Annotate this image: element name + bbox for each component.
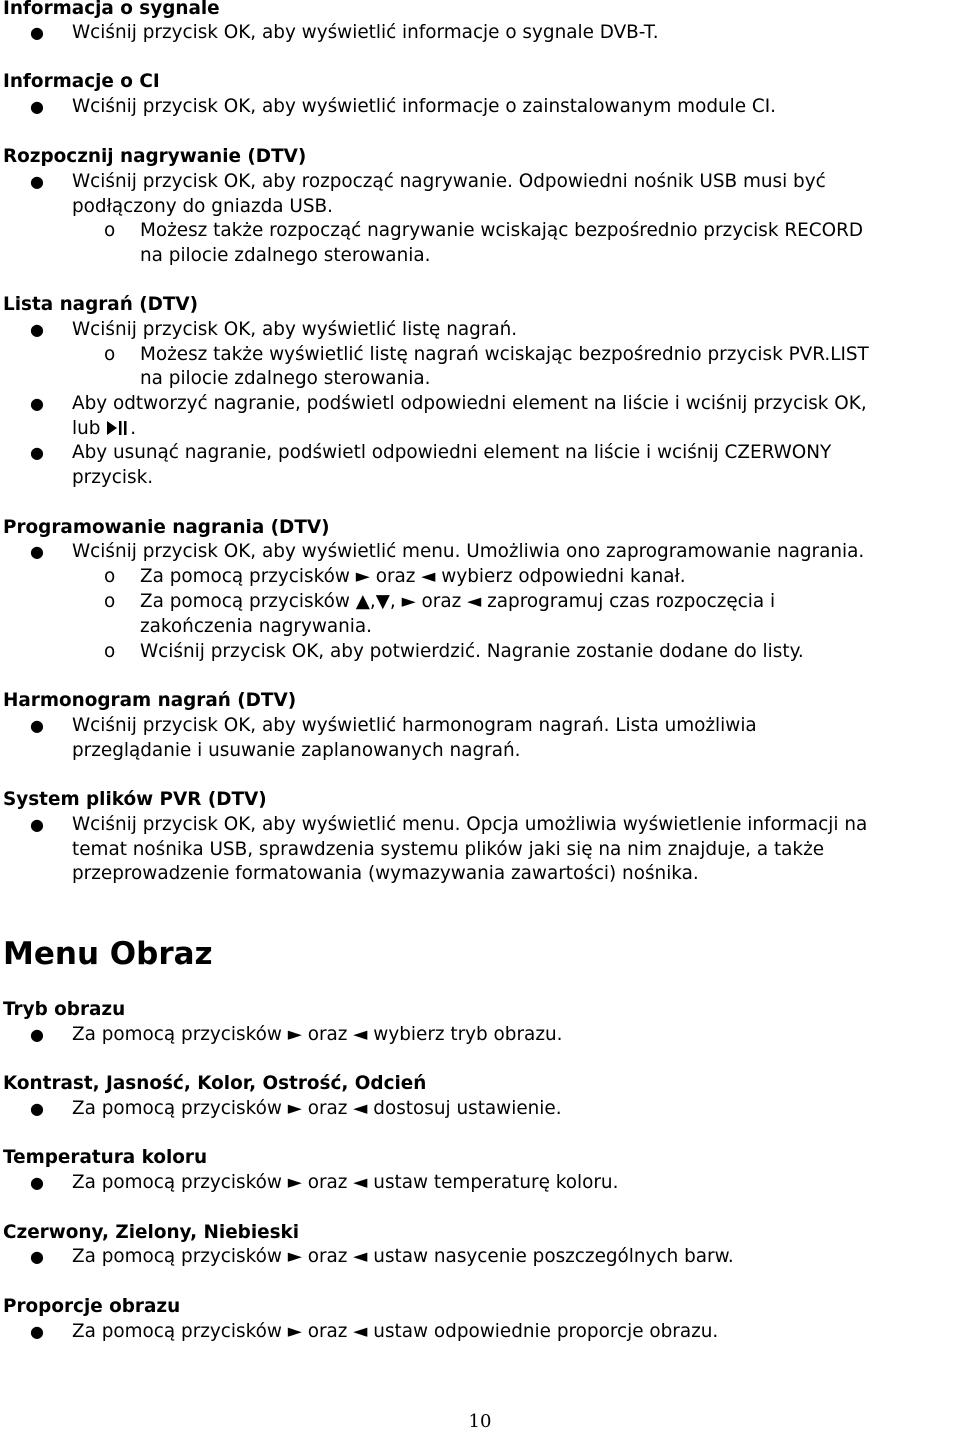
section-heading: Temperatura koloru [3, 1147, 208, 1168]
play-pause-icon [106, 419, 130, 444]
list-item: Wciśnij przycisk OK, aby wyświetlić menu. Umożliwia ono zaprogramowanie nagrania. [72, 541, 865, 562]
list-item: Wciśnij przycisk OK, aby wyświetlić informacje o sygnale DVB-T. [72, 22, 659, 43]
bullet-icon: ● [30, 23, 44, 42]
list-item: Za pomocą przycisków ► oraz ◄ ustaw odpowiednie proporcje obrazu. [72, 1321, 719, 1342]
circle-bullet-icon: o [104, 344, 116, 365]
sub-list-item: Za pomocą przycisków ▲,▼, ► oraz ◄ zaprogramuj czas rozpoczęcia i [140, 591, 776, 612]
list-item-continuation: podłączony do gniazda USB. [72, 196, 334, 217]
sub-list-item: Możesz także wyświetlić listę nagrań wciskając bezpośrednio przycisk PVR.LIST [140, 344, 869, 365]
list-item: Wciśnij przycisk OK, aby wyświetlić informacje o zainstalowanym module CI. [72, 96, 777, 117]
sub-list-item: Możesz także rozpocząć nagrywanie wciskając bezpośrednio przycisk RECORD [140, 220, 864, 241]
circle-bullet-icon: o [104, 591, 116, 612]
list-item: Wciśnij przycisk OK, aby rozpocząć nagrywanie. Odpowiedni nośnik USB musi być [72, 171, 826, 192]
bullet-icon: ● [30, 394, 44, 413]
section-heading: Rozpocznij nagrywanie (DTV) [3, 146, 307, 167]
section-heading: Harmonogram nagrań (DTV) [3, 690, 297, 711]
sub-list-item: Wciśnij przycisk OK, aby potwierdzić. Nagranie zostanie dodane do listy. [140, 641, 804, 662]
list-item: Aby odtworzyć nagranie, podświetl odpowiedni element na liście i wciśnij przycisk OK, [72, 393, 867, 414]
list-item: Aby usunąć nagranie, podświetl odpowiedni element na liście i wciśnij CZERWONY [72, 442, 832, 463]
circle-bullet-icon: o [104, 566, 116, 587]
bullet-icon: ● [30, 542, 44, 561]
section-heading: Kontrast, Jasność, Kolor, Ostrość, Odcień [3, 1073, 427, 1094]
bullet-icon: ● [30, 716, 44, 735]
bullet-icon: ● [30, 443, 44, 462]
section-heading: Informacje o CI [3, 71, 160, 92]
bullet-icon: ● [30, 320, 44, 339]
sub-list-item-continuation: na pilocie zdalnego sterowania. [140, 368, 431, 389]
bullet-icon: ● [30, 1322, 44, 1341]
list-item-continuation: przycisk. [72, 467, 154, 488]
list-item-continuation [72, 417, 136, 444]
list-item: Wciśnij przycisk OK, aby wyświetlić menu. Opcja umożliwia wyświetlenie informacji na [72, 814, 868, 835]
list-item: Wciśnij przycisk OK, aby wyświetlić listę nagrań. [72, 319, 518, 340]
sub-list-item-continuation: zakończenia nagrywania. [140, 616, 373, 637]
section-heading: Informacja o sygnale [3, 0, 220, 19]
circle-bullet-icon: o [104, 220, 116, 241]
list-item-text: lub [72, 418, 107, 439]
bullet-icon: ● [30, 1099, 44, 1118]
list-item: Za pomocą przycisków ► oraz ◄ wybierz tryb obrazu. [72, 1024, 563, 1045]
list-item: Wciśnij przycisk OK, aby wyświetlić harmonogram nagrań. Lista umożliwia [72, 715, 757, 736]
bullet-icon: ● [30, 1025, 44, 1044]
section-heading: Czerwony, Zielony, Niebieski [3, 1222, 300, 1243]
bullet-icon: ● [30, 1247, 44, 1266]
bullet-icon: ● [30, 1173, 44, 1192]
page-number: 10 [468, 1411, 492, 1432]
sub-list-item-continuation: na pilocie zdalnego sterowania. [140, 245, 431, 266]
section-heading: Lista nagrań (DTV) [3, 294, 199, 315]
list-item-text: . [130, 418, 137, 439]
section-heading: Tryb obrazu [3, 999, 126, 1020]
bullet-icon: ● [30, 97, 44, 116]
bullet-icon: ● [30, 172, 44, 191]
list-item-continuation: przeglądanie i usuwanie zaplanowanych nagrań. [72, 740, 521, 761]
section-heading: Programowanie nagrania (DTV) [3, 517, 330, 538]
circle-bullet-icon: o [104, 641, 116, 662]
list-item: Za pomocą przycisków ► oraz ◄ ustaw temperaturę koloru. [72, 1172, 619, 1193]
section-heading: System plików PVR (DTV) [3, 789, 267, 810]
list-item-continuation: przeprowadzenie formatowania (wymazywania zawartości) nośnika. [72, 863, 699, 884]
section-heading: Proporcje obrazu [3, 1296, 181, 1317]
chapter-title: Menu Obraz [3, 936, 213, 972]
list-item-continuation: temat nośnika USB, sprawdzenia systemu plików jaki się na nim znajduje, a także [72, 839, 825, 860]
list-item: Za pomocą przycisków ► oraz ◄ ustaw nasycenie poszczególnych barw. [72, 1246, 734, 1267]
sub-list-item: Za pomocą przycisków ► oraz ◄ wybierz odpowiedni kanał. [140, 566, 686, 587]
list-item: Za pomocą przycisków ► oraz ◄ dostosuj ustawienie. [72, 1098, 562, 1119]
bullet-icon: ● [30, 815, 44, 834]
